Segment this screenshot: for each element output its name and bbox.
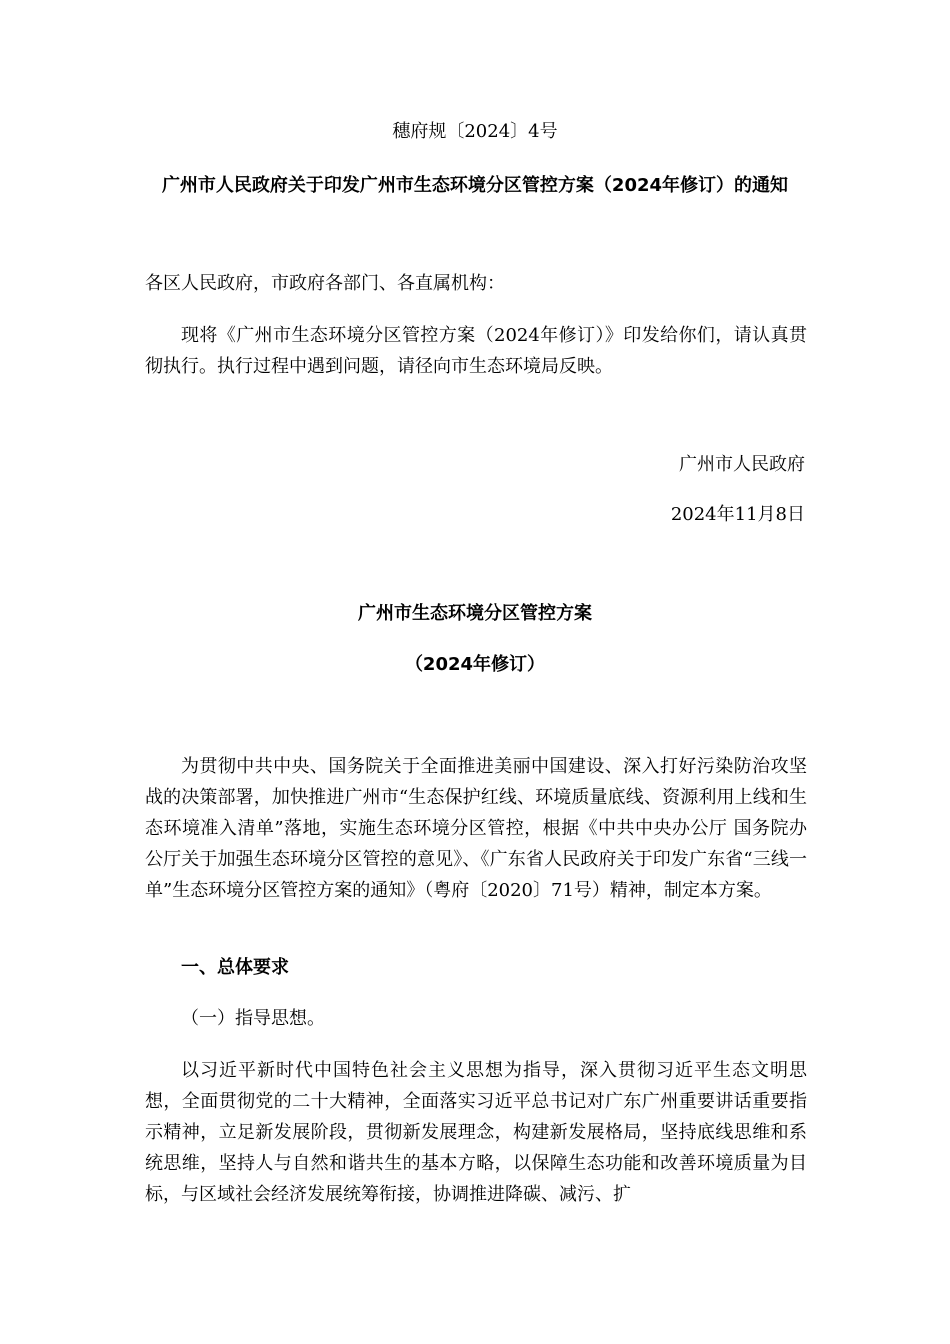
notice-title: 广州市人民政府关于印发广州市生态环境分区管控方案（2024年修订）的通知 [161,175,789,196]
issuer-signature: 广州市人民政府 [679,454,805,475]
guiding-ideology-paragraph: 以习近平新时代中国特色社会主义思想为指导，深入贯彻习近平生态文明思想，全面贯彻党的二十大精神，全面落实习近平总书记对广东广州重要讲话重要指示精神，立足新发展阶段，贯彻新发展理念，构建新发展格局，坚持底线思维和系统思维，坚持人与自然和谐共生的基本方略，以保障生态功能和改善环境质量为目标，与区域社会经济发展统筹衔接，协调推进降碳、减污、扩 [145,1060,807,1205]
issue-date: 2024年11月8日 [670,504,805,525]
section-heading-general-requirements: 一、总体要求 [181,957,289,978]
document-number: 穗府规〔2024〕4号 [392,121,558,142]
plan-subtitle: （2024年修订） [404,654,546,675]
addressee-line: 各区人民政府，市政府各部门、各直属机构： [145,273,505,294]
plan-intro-paragraph: 为贯彻中共中央、国务院关于全面推进美丽中国建设、深入打好污染防治攻坚战的决策部署，加快推进广州市“生态保护红线、环境质量底线、资源利用上线和生态环境准入清单”落地，实施生态环境分区管控，根据《中共中央办公厅 国务院办公厅关于加强生态环境分区管控的意见》、《广东省人民政府关于印发广东省“三线一单”生态环境分区管控方案的通知》（粤府〔2020〕71号）精神，制定本方案。 [145,756,807,901]
notice-body-paragraph: 现将《广州市生态环境分区管控方案（2024年修订）》印发给你们，请认真贯彻执行。执行过程中遇到问题，请径向市生态环境局反映。 [145,325,807,377]
plan-title: 广州市生态环境分区管控方案 [358,603,592,624]
subsection-heading-guiding-ideology: （一）指导思想。 [181,1008,325,1029]
